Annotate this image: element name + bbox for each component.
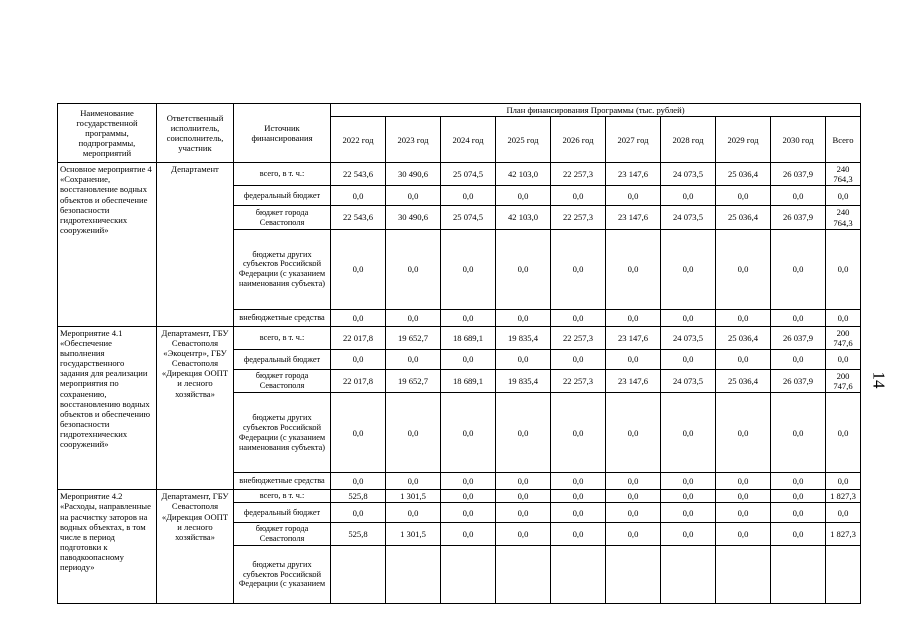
value-cell: 0,0 [441, 349, 496, 369]
value-cell: 0,0 [386, 229, 441, 309]
value-cell: 25 036,4 [716, 206, 771, 229]
value-cell: 0,0 [716, 393, 771, 473]
funding-source: федеральный бюджет [234, 186, 331, 206]
total-cell [826, 545, 861, 603]
total-cell: 0,0 [826, 309, 861, 326]
value-cell: 26 037,9 [771, 206, 826, 229]
value-cell: 18 689,1 [441, 326, 496, 349]
header-year: 2029 год [716, 117, 771, 163]
value-cell: 0,0 [551, 186, 606, 206]
value-cell: 24 073,5 [661, 369, 716, 392]
value-cell: 0,0 [771, 393, 826, 473]
funding-source: внебюджетные средства [234, 473, 331, 490]
value-cell: 0,0 [331, 393, 386, 473]
value-cell: 19 652,7 [386, 326, 441, 349]
funding-source: бюджеты других субъектов Российской Федерации (с указанием [234, 545, 331, 603]
value-cell: 22 543,6 [331, 163, 386, 186]
financing-plan-table [57, 103, 861, 604]
value-cell: 0,0 [771, 473, 826, 490]
funding-source: всего, в т. ч.: [234, 490, 331, 503]
header-source: Источник финансирования [234, 104, 331, 163]
value-cell: 0,0 [551, 523, 606, 546]
total-cell: 1 827,3 [826, 523, 861, 546]
value-cell: 525,8 [331, 490, 386, 503]
value-cell: 26 037,9 [771, 369, 826, 392]
funding-source: бюджет города Севастополя [234, 206, 331, 229]
value-cell: 0,0 [606, 490, 661, 503]
value-cell: 30 490,6 [386, 163, 441, 186]
value-cell: 0,0 [716, 503, 771, 523]
value-cell: 0,0 [716, 349, 771, 369]
value-cell: 22 543,6 [331, 206, 386, 229]
value-cell [771, 545, 826, 603]
value-cell: 0,0 [551, 349, 606, 369]
header-year: 2026 год [551, 117, 606, 163]
value-cell: 0,0 [606, 186, 661, 206]
funding-source: бюджеты других субъектов Российской Федерации (с указанием наименования субъекта) [234, 393, 331, 473]
value-cell: 0,0 [496, 523, 551, 546]
value-cell [386, 545, 441, 603]
value-cell: 25 074,5 [441, 163, 496, 186]
value-cell: 0,0 [716, 229, 771, 309]
value-cell: 0,0 [661, 186, 716, 206]
value-cell: 0,0 [331, 503, 386, 523]
total-cell: 200 747,6 [826, 369, 861, 392]
value-cell: 1 301,5 [386, 490, 441, 503]
value-cell: 0,0 [716, 309, 771, 326]
value-cell: 0,0 [551, 309, 606, 326]
header-year: 2024 год [441, 117, 496, 163]
total-cell: 0,0 [826, 349, 861, 369]
value-cell: 42 103,0 [496, 206, 551, 229]
value-cell: 22 017,8 [331, 369, 386, 392]
value-cell [331, 545, 386, 603]
header-total: Всего [826, 117, 861, 163]
value-cell: 1 301,5 [386, 523, 441, 546]
value-cell: 19 835,4 [496, 326, 551, 349]
value-cell: 26 037,9 [771, 326, 826, 349]
funding-source: федеральный бюджет [234, 503, 331, 523]
responsible-executor: Департамент [157, 163, 234, 327]
value-cell: 0,0 [496, 473, 551, 490]
value-cell: 0,0 [716, 523, 771, 546]
header-plan: План финансирования Программы (тыс. рублей) [331, 104, 861, 117]
funding-source: всего, в т. ч.: [234, 326, 331, 349]
table-row [58, 326, 861, 349]
value-cell: 23 147,6 [606, 206, 661, 229]
header-responsible: Ответственный исполнитель, соисполнитель, участник [157, 104, 234, 163]
value-cell: 0,0 [331, 349, 386, 369]
value-cell: 0,0 [716, 490, 771, 503]
value-cell: 0,0 [496, 229, 551, 309]
header-year: 2027 год [606, 117, 661, 163]
value-cell: 22 257,3 [551, 369, 606, 392]
total-cell: 1 827,3 [826, 490, 861, 503]
value-cell: 23 147,6 [606, 369, 661, 392]
header-year: 2028 год [661, 117, 716, 163]
value-cell: 0,0 [496, 503, 551, 523]
value-cell: 0,0 [386, 473, 441, 490]
value-cell: 0,0 [551, 229, 606, 309]
value-cell: 0,0 [661, 309, 716, 326]
responsible-executor: Департамент, ГБУ Севастополя «Дирекция ООПТ и лесного хозяйства» [157, 490, 234, 604]
value-cell: 24 073,5 [661, 206, 716, 229]
value-cell: 42 103,0 [496, 163, 551, 186]
value-cell: 0,0 [386, 309, 441, 326]
header-year: 2023 год [386, 117, 441, 163]
value-cell: 0,0 [496, 309, 551, 326]
value-cell: 0,0 [441, 229, 496, 309]
value-cell: 0,0 [771, 229, 826, 309]
value-cell: 26 037,9 [771, 163, 826, 186]
value-cell: 25 036,4 [716, 326, 771, 349]
value-cell: 0,0 [771, 503, 826, 523]
funding-source: бюджеты других субъектов Российской Федерации (с указанием наименования субъекта) [234, 229, 331, 309]
value-cell: 0,0 [771, 349, 826, 369]
value-cell: 23 147,6 [606, 163, 661, 186]
total-cell: 0,0 [826, 186, 861, 206]
value-cell: 0,0 [606, 473, 661, 490]
value-cell: 22 257,3 [551, 163, 606, 186]
funding-source: бюджет города Севастополя [234, 369, 331, 392]
value-cell: 525,8 [331, 523, 386, 546]
value-cell: 25 036,4 [716, 163, 771, 186]
value-cell: 0,0 [771, 309, 826, 326]
value-cell [716, 545, 771, 603]
value-cell: 0,0 [551, 490, 606, 503]
value-cell: 0,0 [661, 349, 716, 369]
value-cell: 30 490,6 [386, 206, 441, 229]
responsible-executor: Департамент, ГБУ Севастополя «Экоцентр», ГБУ Севастополя «Дирекция ООПТ и лесного хозяйства» [157, 326, 234, 490]
value-cell: 24 073,5 [661, 326, 716, 349]
value-cell: 0,0 [386, 503, 441, 523]
funding-source: всего, в т. ч.: [234, 163, 331, 186]
value-cell: 0,0 [441, 186, 496, 206]
value-cell: 0,0 [331, 309, 386, 326]
value-cell: 0,0 [386, 393, 441, 473]
value-cell: 0,0 [441, 523, 496, 546]
value-cell: 25 074,5 [441, 206, 496, 229]
value-cell: 0,0 [386, 349, 441, 369]
value-cell: 0,0 [496, 186, 551, 206]
value-cell: 0,0 [331, 473, 386, 490]
header-year: 2022 год [331, 117, 386, 163]
value-cell: 0,0 [661, 229, 716, 309]
total-cell: 240 764,3 [826, 163, 861, 186]
value-cell: 0,0 [496, 349, 551, 369]
value-cell: 0,0 [496, 393, 551, 473]
value-cell: 22 257,3 [551, 206, 606, 229]
total-cell: 200 747,6 [826, 326, 861, 349]
value-cell [551, 545, 606, 603]
table-row [58, 490, 861, 503]
value-cell: 0,0 [661, 490, 716, 503]
value-cell: 0,0 [606, 503, 661, 523]
value-cell: 0,0 [661, 503, 716, 523]
value-cell: 18 689,1 [441, 369, 496, 392]
value-cell: 0,0 [606, 349, 661, 369]
funding-source: федеральный бюджет [234, 349, 331, 369]
value-cell: 0,0 [606, 309, 661, 326]
header-year: 2025 год [496, 117, 551, 163]
measure-name: Основное мероприятие 4 «Сохранение, восстановление водных объектов и обеспечение безопасности гидротехнических сооружений» [58, 163, 157, 327]
total-cell: 240 764,3 [826, 206, 861, 229]
table-row [58, 163, 861, 186]
value-cell: 0,0 [606, 523, 661, 546]
value-cell: 0,0 [496, 490, 551, 503]
value-cell: 0,0 [386, 186, 441, 206]
table-body [58, 163, 861, 604]
value-cell [496, 545, 551, 603]
total-cell: 0,0 [826, 393, 861, 473]
value-cell: 0,0 [551, 393, 606, 473]
value-cell: 0,0 [606, 229, 661, 309]
value-cell: 22 257,3 [551, 326, 606, 349]
value-cell: 19 652,7 [386, 369, 441, 392]
header-year: 2030 год [771, 117, 826, 163]
value-cell: 23 147,6 [606, 326, 661, 349]
total-cell: 0,0 [826, 473, 861, 490]
funding-source: внебюджетные средства [234, 309, 331, 326]
value-cell: 0,0 [661, 393, 716, 473]
value-cell: 0,0 [716, 186, 771, 206]
value-cell: 22 017,8 [331, 326, 386, 349]
value-cell: 19 835,4 [496, 369, 551, 392]
page-number: 14 [869, 371, 889, 389]
value-cell: 0,0 [331, 186, 386, 206]
header-name: Наименование государственной программы, подпрограммы, мероприятий [58, 104, 157, 163]
value-cell: 0,0 [661, 473, 716, 490]
value-cell: 0,0 [661, 523, 716, 546]
value-cell: 24 073,5 [661, 163, 716, 186]
value-cell: 0,0 [441, 490, 496, 503]
value-cell: 0,0 [771, 186, 826, 206]
total-cell: 0,0 [826, 503, 861, 523]
value-cell: 0,0 [441, 393, 496, 473]
value-cell: 0,0 [606, 393, 661, 473]
value-cell: 0,0 [441, 503, 496, 523]
measure-name: Мероприятие 4.1 «Обеспечение выполнения государственного задания для реализации мероприятия по сохранению, восстановлению водных объектов и обеспечению безопасности гидротехнических сооружений» [58, 326, 157, 490]
total-cell: 0,0 [826, 229, 861, 309]
value-cell: 0,0 [441, 473, 496, 490]
value-cell: 0,0 [551, 503, 606, 523]
value-cell: 0,0 [771, 490, 826, 503]
value-cell: 25 036,4 [716, 369, 771, 392]
value-cell: 0,0 [441, 309, 496, 326]
value-cell [441, 545, 496, 603]
value-cell: 0,0 [331, 229, 386, 309]
value-cell: 0,0 [551, 473, 606, 490]
funding-source: бюджет города Севастополя [234, 523, 331, 546]
measure-name: Мероприятие 4.2 «Расходы, направленные на расчистку заторов на водных объектах, в том числе в период подготовки к паводкоопасному периоду» [58, 490, 157, 604]
value-cell [606, 545, 661, 603]
value-cell: 0,0 [771, 523, 826, 546]
value-cell [661, 545, 716, 603]
value-cell: 0,0 [716, 473, 771, 490]
